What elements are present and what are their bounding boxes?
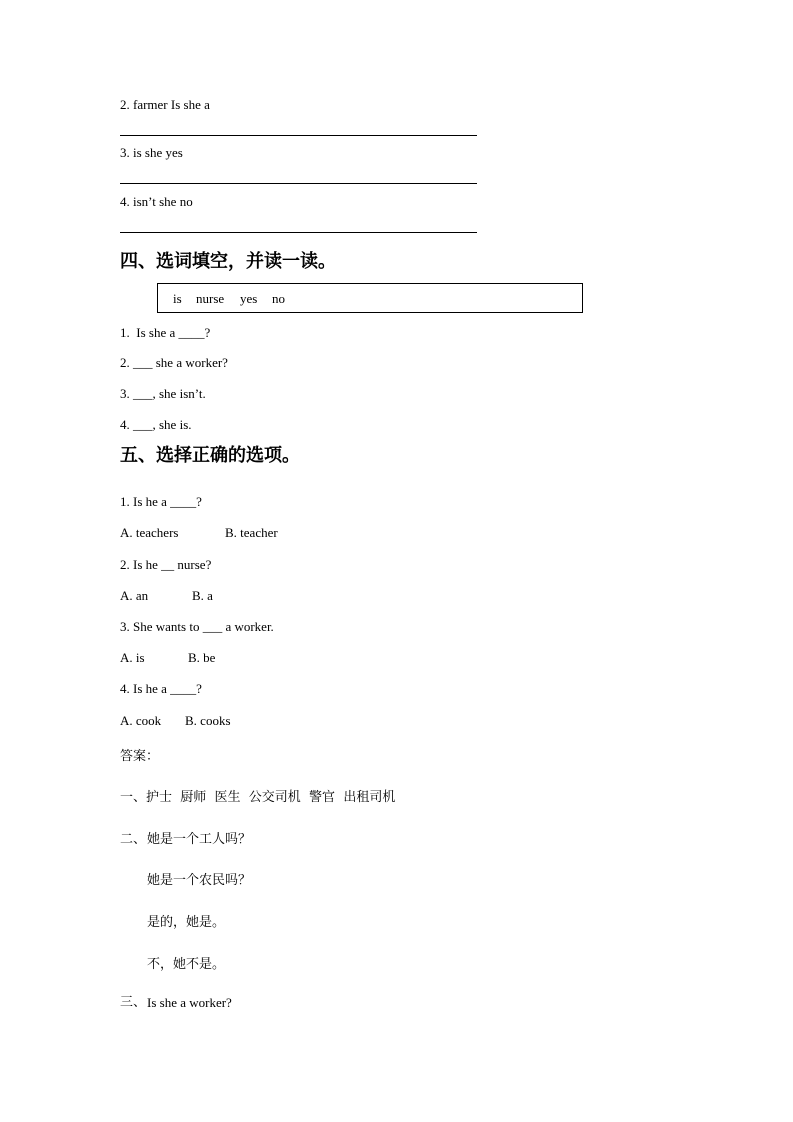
choice-question-1: 1. Is he a ____? (120, 494, 202, 509)
answer-section-1: 一、护士 厨师 医生 公交司机 警官 出租司机 (120, 790, 396, 805)
answer-line (120, 232, 477, 233)
choice-option-b: B. cooks (185, 713, 231, 728)
answer-section-2-line: 是的，她是。 (147, 915, 226, 930)
fill-item-3: 3. ___, she isn’t. (120, 386, 206, 401)
choice-option-b: B. a (192, 588, 213, 603)
section-5-heading: 五、选择正确的选项。 (120, 445, 300, 466)
section-4-heading: 四、选词填空，并读一读。 (120, 251, 336, 272)
fill-item-2: 2. ___ she a worker? (120, 355, 228, 370)
reorder-item-4: 4. isn’t she no (120, 194, 193, 209)
choice-option-a: A. is (120, 650, 145, 665)
answer-section-2-line: 不，她不是。 (147, 957, 226, 972)
choice-option-a: A. an (120, 588, 149, 603)
word-bank-word: is (173, 291, 182, 306)
answer-section-3-prefix: 三、 (120, 995, 147, 1010)
answer-section-2-line: 她是一个工人吗？ (147, 832, 252, 847)
answer-line (120, 135, 477, 136)
choice-question-2: 2. Is he __ nurse? (120, 557, 212, 572)
answer-line (120, 183, 477, 184)
choice-option-a: A. cook (120, 713, 162, 728)
reorder-item-3: 3. is she yes (120, 145, 183, 160)
fill-item-1: 1. Is she a ____? (120, 325, 211, 340)
choice-option-b: B. be (188, 650, 216, 665)
choice-option-a: A. teachers (120, 525, 179, 540)
choice-question-3: 3. She wants to ___ a worker. (120, 619, 274, 634)
answer-section-2-line: 她是一个农民吗？ (147, 873, 252, 888)
answers-label: 答案： (120, 749, 160, 764)
word-bank-word: no (272, 291, 285, 306)
choice-question-4: 4. Is he a ____? (120, 681, 202, 696)
answer-section-2-prefix: 二、 (120, 832, 147, 847)
answer-section-3-text: Is she a worker? (147, 995, 232, 1010)
reorder-item-2: 2. farmer Is she a (120, 97, 210, 112)
choice-option-b: B. teacher (225, 525, 278, 540)
word-bank-word: nurse (196, 291, 225, 306)
fill-item-4: 4. ___, she is. (120, 417, 192, 432)
word-bank-word: yes (240, 291, 258, 306)
word-bank-box (157, 283, 583, 313)
